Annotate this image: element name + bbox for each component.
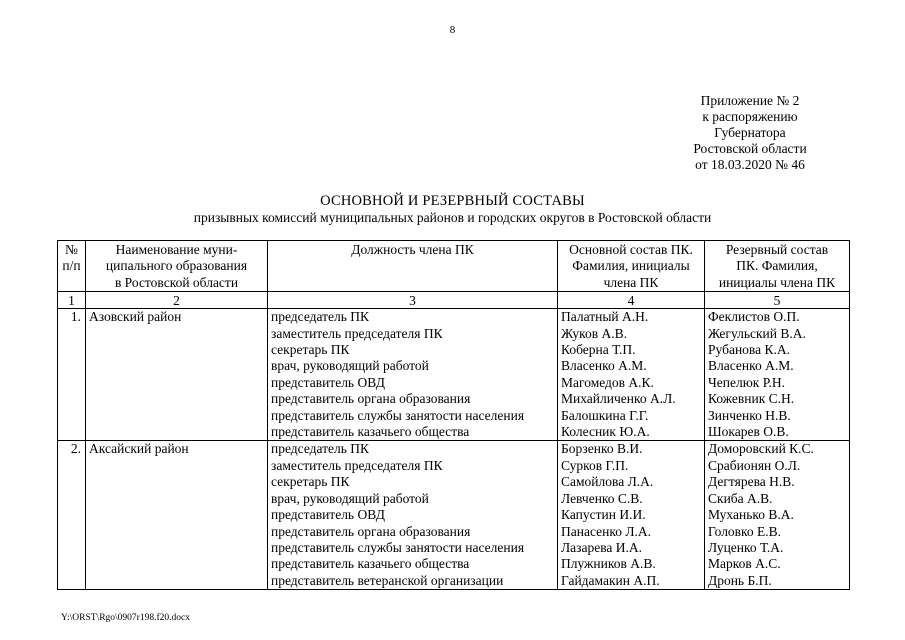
main-staff-name: Магомедов А.К. — [561, 374, 654, 390]
header-line: Наименование муни- — [115, 242, 238, 257]
reserve-staff-name: Зинченко Н.В. — [708, 407, 791, 423]
header-line: Основной состав ПК. — [569, 242, 693, 257]
document-subtitle: призывных комиссий муниципальных районов и городских округов в Ростовской области — [193, 210, 712, 225]
position-line: председатель ПК — [271, 309, 370, 325]
position-cell — [268, 441, 558, 590]
reserve-staff-name: Головко Е.В. — [708, 523, 782, 539]
header-line: № — [65, 242, 78, 257]
header-reserve-staff — [705, 241, 850, 292]
position-line: заместитель председателя ПК — [271, 457, 443, 473]
column-number: 4 — [558, 292, 705, 309]
position-line: представитель казачьего общества — [271, 556, 470, 572]
header-line: Резервный состав — [725, 242, 829, 257]
appendix-line: Приложение № 2 — [700, 93, 800, 108]
position-cell — [268, 309, 558, 441]
appendix-line: Губернатора — [714, 125, 786, 140]
page-number: 8 — [449, 24, 456, 36]
column-number: 3 — [268, 292, 558, 309]
main-staff-name: Жуков А.В. — [561, 325, 628, 341]
header-position — [268, 241, 558, 292]
row-number: 2. — [58, 441, 86, 590]
district-name: Азовский район — [86, 309, 268, 441]
position-line: представитель органа образования — [271, 391, 471, 407]
reserve-staff-name: Кожевник С.Н. — [708, 391, 795, 407]
appendix-block — [640, 93, 860, 173]
position-line: представитель службы занятости населения — [271, 539, 525, 555]
main-staff-name: Михайличенко А.Л. — [561, 391, 676, 407]
main-staff-name: Гайдамакин А.П. — [561, 572, 660, 588]
position-line: секретарь ПК — [271, 342, 350, 358]
main-staff-name: Колесник Ю.А. — [561, 424, 650, 440]
main-staff-name: Панасенко Л.А. — [561, 523, 651, 539]
reserve-staff-name: Шокарев О.В. — [708, 424, 789, 440]
position-line: секретарь ПК — [271, 474, 350, 490]
appendix-line: к распоряжению — [702, 109, 798, 124]
column-number: 1 — [58, 292, 86, 309]
main-staff-name: Левченко С.В. — [561, 490, 643, 506]
appendix-line: Ростовской области — [693, 141, 807, 156]
reserve-staff-name: Скиба А.В. — [708, 490, 773, 506]
header-main-staff — [558, 241, 705, 292]
main-staff-name: Палатный А.Н. — [561, 309, 649, 325]
main-staff-name: Коберна Т.П. — [561, 342, 636, 358]
reserve-staff-name: Рубанова К.А. — [708, 342, 790, 358]
column-number: 2 — [86, 292, 268, 309]
header-municipality — [86, 241, 268, 292]
position-line: председатель ПК — [271, 441, 370, 457]
header-line: Должность члена ПК — [351, 242, 474, 257]
position-line: представитель ОВД — [271, 507, 385, 523]
main-staff-name: Борзенко В.И. — [561, 441, 643, 457]
header-line: ципального образования — [105, 258, 248, 274]
main-staff-name: Плужников А.В. — [561, 556, 656, 572]
header-line: ПК. Фамилия, — [736, 258, 818, 274]
position-line: врач, руководящий работой — [271, 490, 429, 506]
table-header-row — [58, 241, 850, 292]
reserve-staff-cell — [705, 441, 850, 590]
commission-table — [57, 240, 850, 590]
main-staff-name: Сурков Г.П. — [561, 457, 629, 473]
header-line: Фамилия, инициалы — [572, 258, 690, 274]
document-title: ОСНОВНОЙ И РЕЗЕРВНЫЙ СОСТАВЫ — [320, 193, 585, 209]
header-line: п/п — [62, 258, 81, 274]
district-name: Аксайский район — [86, 441, 268, 590]
reserve-staff-name: Дегтярева Н.В. — [708, 474, 795, 490]
main-staff-name: Капустин И.И. — [561, 507, 646, 523]
position-line: представитель казачьего общества — [271, 424, 470, 440]
row-number: 1. — [58, 309, 86, 441]
header-line: инициалы члена ПК — [718, 274, 836, 290]
reserve-staff-name: Муханько В.А. — [708, 507, 794, 523]
column-number: 5 — [705, 292, 850, 309]
main-staff-name: Лазарева И.А. — [561, 539, 643, 555]
reserve-staff-name: Срабионян О.Л. — [708, 457, 801, 473]
table-row — [58, 441, 850, 590]
footer-file-path: Y:\ORST\Rgo\0907r198.f20.docx — [61, 613, 190, 623]
reserve-staff-name: Марков А.С. — [708, 556, 781, 572]
header-number — [58, 241, 86, 292]
position-line: врач, руководящий работой — [271, 358, 429, 374]
table-row — [58, 309, 850, 441]
reserve-staff-name: Дронь Б.П. — [708, 572, 772, 588]
position-line: заместитель председателя ПК — [271, 325, 443, 341]
header-line: в Ростовской области — [114, 274, 239, 290]
position-line: представитель органа образования — [271, 523, 471, 539]
reserve-staff-name: Феклистов О.П. — [708, 309, 800, 325]
main-staff-name: Власенко А.М. — [561, 358, 647, 374]
appendix-line: от 18.03.2020 № 46 — [695, 157, 805, 172]
main-staff-cell — [558, 441, 705, 590]
reserve-staff-name: Жегульский В.А. — [708, 325, 806, 341]
position-line: представитель службы занятости населения — [271, 407, 525, 423]
reserve-staff-name: Луценко Т.А. — [708, 539, 784, 555]
header-line: члена ПК — [603, 274, 659, 290]
reserve-staff-name: Доморовский К.С. — [708, 441, 814, 457]
reserve-staff-name: Власенко А.М. — [708, 358, 794, 374]
position-line: представитель ветеранской организации — [271, 572, 504, 588]
main-staff-name: Балошкина Г.Г. — [561, 407, 649, 423]
column-number-row — [58, 292, 850, 309]
position-line: представитель ОВД — [271, 374, 385, 390]
main-staff-cell — [558, 309, 705, 441]
main-staff-name: Самойлова Л.А. — [561, 474, 654, 490]
reserve-staff-cell — [705, 309, 850, 441]
reserve-staff-name: Чепелюк Р.Н. — [708, 374, 786, 390]
